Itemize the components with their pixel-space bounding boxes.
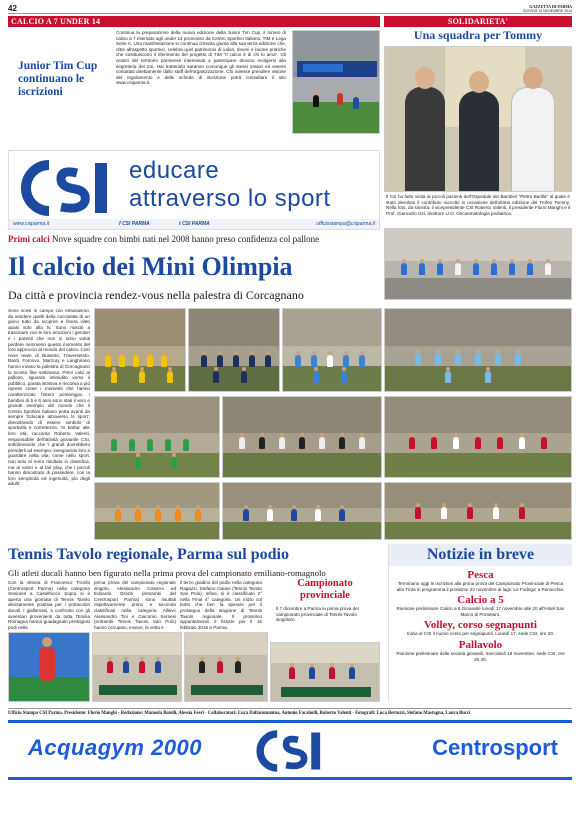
section-bar: CALCIO A 7 UNDER 14 <box>8 16 380 27</box>
tennis-subhead: Gli atleti ducali hanno ben figurato nella prima prova del campionato emiliano-romagnolo <box>8 568 326 578</box>
news-item-body: Terminano oggi le iscrizioni alla prima prova del Campionato Provinciale di Pesca alla Trota in programma il prossimo 22 novembre al lago 'Le Fodriga' a Panocchia. <box>396 581 565 592</box>
team-photo-navy <box>188 308 280 392</box>
news-item-body: Riunione preliminare Calcio a 5 Giovanile lunedì 17 novembre alle 20 all'Hotel San Marco di Pontetaro. <box>396 606 565 617</box>
tennis-photo-group2 <box>184 632 268 702</box>
tennis-col2: prima prova del campionato regionale singolo. Alessandro Cisserni ed Edoardo Orazzi (entrambi del Centrosport Parma) sono risultati rispettivamente primo e secondo classificati nella categoria Allievi; Alessandro Tini e Giacomo Sernesi (entrambi Tennis Tavolo San Polo) hanno occupato, invece, la vetta e <box>94 580 176 630</box>
kicker-rest: Nove squadre con bimbi nati nel 2008 hanno preso confidenza col pallone <box>51 234 320 244</box>
news-title: Notizie in breve <box>389 544 572 566</box>
team-photo-white-black <box>222 396 382 478</box>
team-photo-green <box>94 396 220 478</box>
email-link[interactable]: ufficiostampa@csiparma.it <box>316 221 375 227</box>
tennis-col1: Con la vittoria di Francesco Trombi (Centrosport Parma) nella categoria Seniores a Castelfocco Sopra si è aperta una giornata di Tennis Tavolo decisamente positiva per i portacolori ducali. I giallorossi, a confronto con gli avversari provenienti da tutta l'Emilia Romagna hanno guadagnato prestigiosi podi nella <box>8 580 90 630</box>
tim-cup-headline: Junior Tim Cup continuano le iscrizioni <box>18 60 98 98</box>
twitter-link[interactable]: t CSI PARMA <box>179 221 210 227</box>
news-item-title: Pallavolo <box>458 638 503 651</box>
csi-logo <box>15 155 123 221</box>
solidarieta-section <box>384 16 572 222</box>
tennis-photo-group3 <box>270 642 380 702</box>
kicker-line <box>8 234 384 244</box>
sponsor-band <box>8 720 572 780</box>
csi-banner <box>8 150 380 230</box>
team-photo-orange <box>94 482 220 540</box>
provincial-title: Campionato provinciale <box>297 578 353 601</box>
tennis-photo-player <box>8 632 90 702</box>
tommy-caption: Il Csi ha fatto visita ai piccoli pazienti dell'Ospedale dei Bambini "Pietro Barilla" al quale è stato devoluto il contributo raccolto in occasione dell'ultima edizione del Trofeo Tommy. Nella foto, da sinistra: il vicepresidente CSI Roberto Valenti, il presidente Florio Manghi e il Prof. Giancarlo Izzi, direttore U.O. Oncoematologia pediatrica. <box>386 194 570 216</box>
paper-name: GAZZETTA DI PARMA <box>529 4 572 9</box>
team-photo-blue-white <box>282 308 382 392</box>
page-header <box>8 4 572 14</box>
news-item-title: Pesca <box>467 569 494 581</box>
section-bar: SOLIDARIETA' <box>384 16 572 27</box>
main-headline: Il calcio dei Mini Olimpia <box>8 252 293 281</box>
sponsor-centrosport[interactable]: Centrosport <box>432 735 558 760</box>
banner-line1: educare <box>129 157 220 184</box>
news-item-body: Inizia al CSI il nuovo corso per segnapunti. Lunedì 17, sede CSI, ore 20. <box>406 631 555 637</box>
issue-date: GIOVEDÌ 13 NOVEMBRE 2014 <box>522 9 572 13</box>
provincial-box <box>270 578 380 638</box>
sponsor-acquagym[interactable]: Acquagym 2000 <box>28 735 203 760</box>
tennis-headline: Tennis Tavolo regionale, Parma sul podio <box>8 546 289 563</box>
tennis-col3: il terzo gradino del podio nella categoria Ragazzi. Stefano Gaiani (Tennis Tavolo San Polo), infine, si è classificato 2° nella Final 4° categoria. Un inizio col botto che ben fa sperare per il prosieguo della stagione di Tennis Tavolo regionale. Il prossimo appuntamento è fissato per il 15 febbraio 2015 a Parma. <box>180 580 262 630</box>
facebook-link[interactable]: f CSI PARMA <box>119 221 150 227</box>
footer-credits: Ufficio Stampa CSI Parma. Presidente: Florio Manghi - Redazione: Manuela Botelli, Alessia Feeri - Collaboratori: Luca Dallaromanina, Antonio Facabolli, Roberto Valenti - Fotografi: Luca Bertozzi, Stefano Mastagna, Laura Bucci <box>8 708 572 718</box>
banner-line2: attraverso lo sport <box>129 185 331 212</box>
team-photo-red <box>384 396 572 478</box>
team-photo-mixed <box>222 482 382 540</box>
tommy-photo <box>384 46 572 192</box>
tommy-headline: Una squadra per Tommy <box>413 28 543 42</box>
boys-group-photo <box>384 228 572 300</box>
csi-sponsor-logo[interactable] <box>252 726 332 776</box>
main-body: Sono scesi in campo con entusiasmo, da vendere quelli della cucciolata di un gioco tutto da scoprire e finora visto quasi solo alla tv. Sono riusciti a trascinare con le loro emozioni i genitori e i parenti che non si sono voluti perdere nemmeno questo momento del loro approccio al mondo del calcio. Così nove team di Busseto, Traversetolo, Bardi, Fornovo, Marzury e Langhirano hanno invaso la palestra di Corcagnano lo scorso fine settimana. Primi calci al pallone, sguardo intimidito verso il pubblico, parata istintiva e rincorsa a più riprese come i momenti che hanno caratterizzato l'intero pomeriggio. I bambini di 5 e 6 anni sono stati il vero e grande esempio del mondo che il Centro Sportivo Italiano porta avanti da sempre 'Educare attraverso lo sport', dimostrando di essere simbolo di sportività e correttezza. 'In barba' alle loro età, racconta Roberto Valenti, responsabile dell'attività giovanile CSI, sottolineando che 'i grandi dovrebbero prenderli ad esempio: insegnando loro a guardare nella vita, come nello sport, non solo al mero risultato in classifica, ma ai valori e al fair play, che i piccoli hanno dimostrato di possedere, con la loro semplicità ed ingenuità, più degli adulti'. <box>8 308 90 487</box>
provincial-body: Il 7 dicembre a Parma la prima prova del campionato provinciale di Tennis Tavolo singolare. <box>276 606 359 623</box>
junior-tim-cup-section <box>8 16 380 146</box>
tim-cup-photo <box>292 30 380 134</box>
team-photo-red-small <box>384 482 572 540</box>
tim-cup-body: Continua la preparazione della nuova edizione della Junior Tim Cup, il torneo di calcio a 7 riservato agli under 14 promosso da Centro Sportivo Italiano, TIM e Lega Serie A. Una manifestazione in continua crescita giunta alla sua terza edizione che, oltre all'aspetto sportivo, celebra quel patrimonio di valori, doveri e buone pratiche che costituiscono il riferimento del progetto di TIM "Il calcio è di chi lo ama". Gli oratori del territorio parmense interessati a partecipare devono rivolgersi alla segreteria del Csi. Hai trattenuto saranno comunque gli stessi oratori ed essere contattati direttamente dallo staff dell'organizzazione. Chi volesse prendere visione del regolamento e delle schede di iscrizione potrà consultare il sito www.csiparma.it. <box>116 30 286 86</box>
news-item-title: Volley, corso segnapunti <box>424 619 537 632</box>
main-subhead: Da città e provincia rendez-vous nella palestra di Corcagnano <box>8 288 304 302</box>
page-number: 42 <box>8 4 17 13</box>
tennis-photo-group1 <box>92 632 182 702</box>
news-item-title: Calcio a 5 <box>457 594 504 607</box>
banner-bar <box>9 219 379 229</box>
news-box <box>388 544 572 702</box>
kicker: Primi calci <box>8 234 50 244</box>
team-photo-yellow <box>94 308 186 392</box>
news-item-body: Riunione preliminare delle società giovanili, mercoledì 19 novembre, sede CSI, ore 20.30. <box>396 650 565 662</box>
website-link[interactable]: www.csiparma.it <box>13 221 50 227</box>
team-photo-sky <box>384 308 572 392</box>
